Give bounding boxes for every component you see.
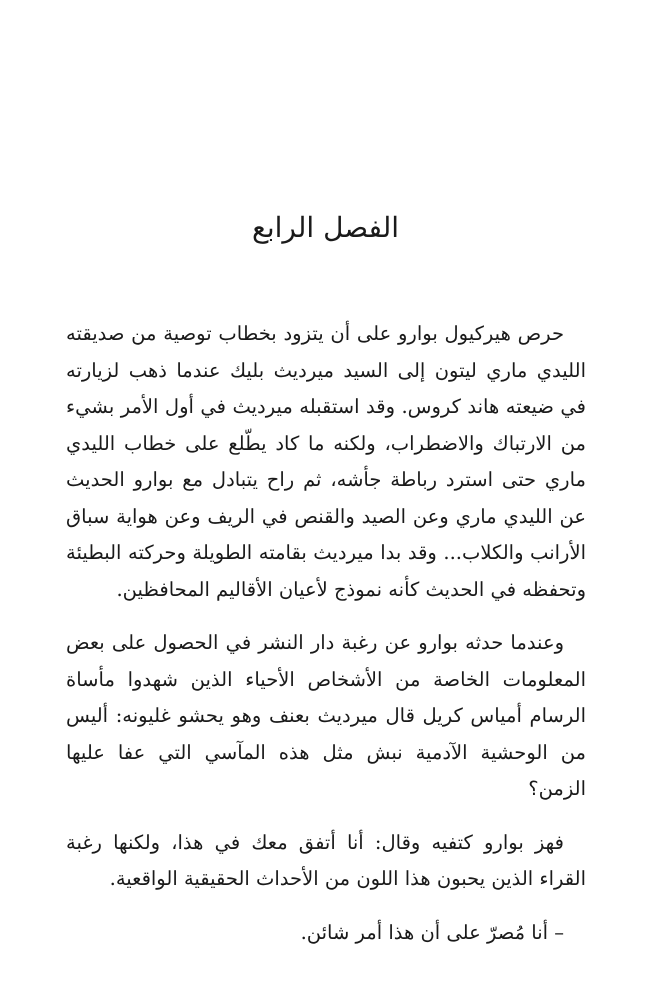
paragraph-2: وعندما حدثه بوارو عن رغبة دار النشر في الحصول على بعض المعلومات الخاصة من الأشخاص الأحياء الذين شهدوا مأساة الرسام أمياس كريل قال ميرديث بعنف وهو يحشو غليونه: أليس من الوحشية الآدمية نبش مثل هذه المآسي التي عفا عليها الزمن؟: [66, 631, 586, 800]
chapter-title: الفصل الرابع: [251, 211, 400, 244]
chapter-body: [66, 316, 586, 951]
paragraph-1: حرص هيركيول بوارو على أن يتزود بخطاب توصية من صديقته الليدي ماري ليتون إلى السيد ميرديث بليك عندما ذهب لزيارته في ضيعته هاند كروس. وقد استقبله ميرديث في أول الأمر بشيء من الارتباك والاضطراب، ولكنه ما كاد يطّلع على خطاب الليدي ماري حتى استرد رباطة جأشه، ثم راح يتبادل مع بوارو الحديث عن الليدي ماري وعن الصيد والقنص في الريف وعن هواية سباق الأرانب والكلاب... وقد بدا ميرديث بقامته الطويلة وحركته البطيئة وتحفظه في الحديث كأنه نموذج لأعيان الأقاليم المحافظين.: [66, 322, 586, 601]
paragraph-3: فهز بوارو كتفيه وقال: أنا أتفق معك في هذا، ولكنها رغبة القراء الذين يحبون هذا اللون من الأحداث الحقيقية الواقعية.: [66, 830, 586, 890]
paragraph-4: – أنا مُصرّ على أن هذا أمر شائن.: [300, 920, 564, 944]
